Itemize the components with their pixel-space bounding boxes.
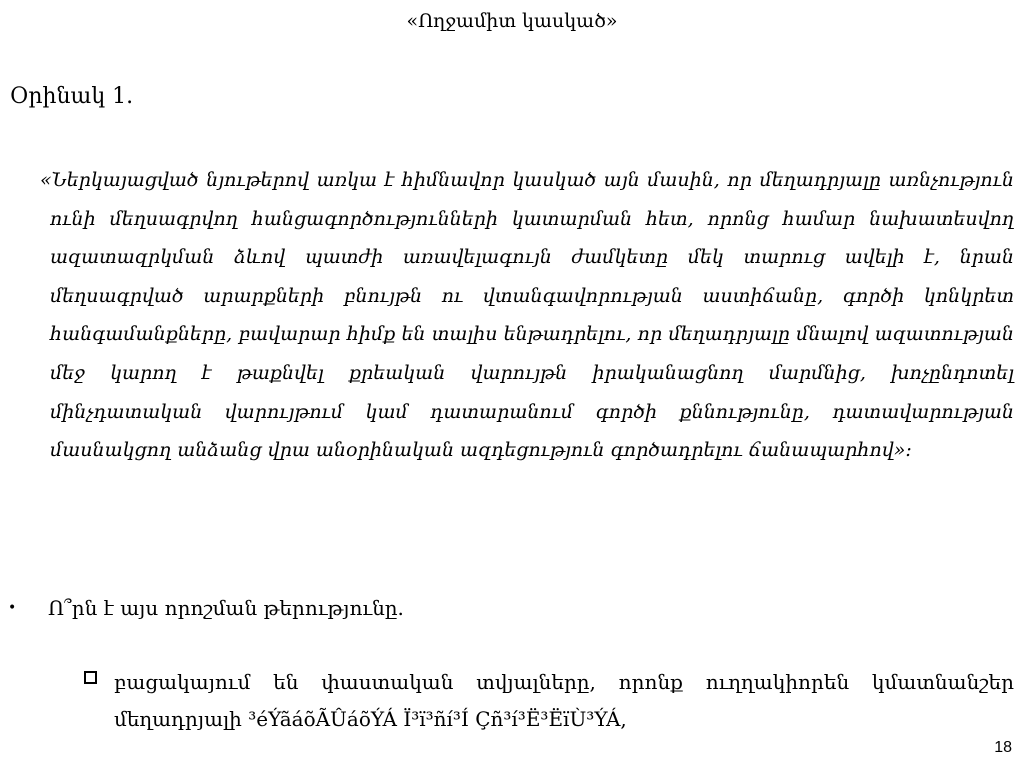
answer-checkbox-item <box>84 664 1014 738</box>
answer-text: բացակայում են փաստական տվյալները, որոնք ուղղակիորեն կմատնանշեր մեղադրյալի ³éÝãáõÃÛáõÝÁ Ï³ï³ñí³Í Çñ³í³Ë³ËïÙ³ÝÁ, <box>114 670 1014 731</box>
slide-number: 18 <box>994 739 1012 756</box>
checkbox-bullet-icon <box>84 671 97 684</box>
example-heading: Օրինակ 1. <box>10 84 134 109</box>
bullet-icon: • <box>8 600 17 616</box>
quote-paragraph: «Ներկայացված նյութերով առկա է հիմնավոր կասկած այն մասին, որ մեղադրյալը առնչություն ունի մեղսագրվող հանցագործությունների կատարման հետ, որոնց համար նախատեսվող ազատազրկման ձևով պատժի առավելագույն ժամկետը մեկ տարուց ավելի է, նրան մեղսագրված արարքների բնույթն ու վտանգավորության աստիճանը, գործի կոնկրետ հանգամանքները, բավարար հիմք են տալիս ենթադրելու, որ մեղադրյալը մնալով ազատության մեջ կարող է թաքնվել քրեական վարույթն իրականացնող մարմնից, խոչընդոտել մինչդատական վարույթում կամ դատարանում գործի քննությունը, դատավարության մասնակցող անձանց վրա անօրինական ազդեցություն գործադրելու ճանապարհով»: <box>40 169 1014 462</box>
slide-title: «Ողջամիտ կասկած» <box>406 10 618 32</box>
question-text: Ո՞րն է այս որոշման թերությունը. <box>48 596 404 620</box>
